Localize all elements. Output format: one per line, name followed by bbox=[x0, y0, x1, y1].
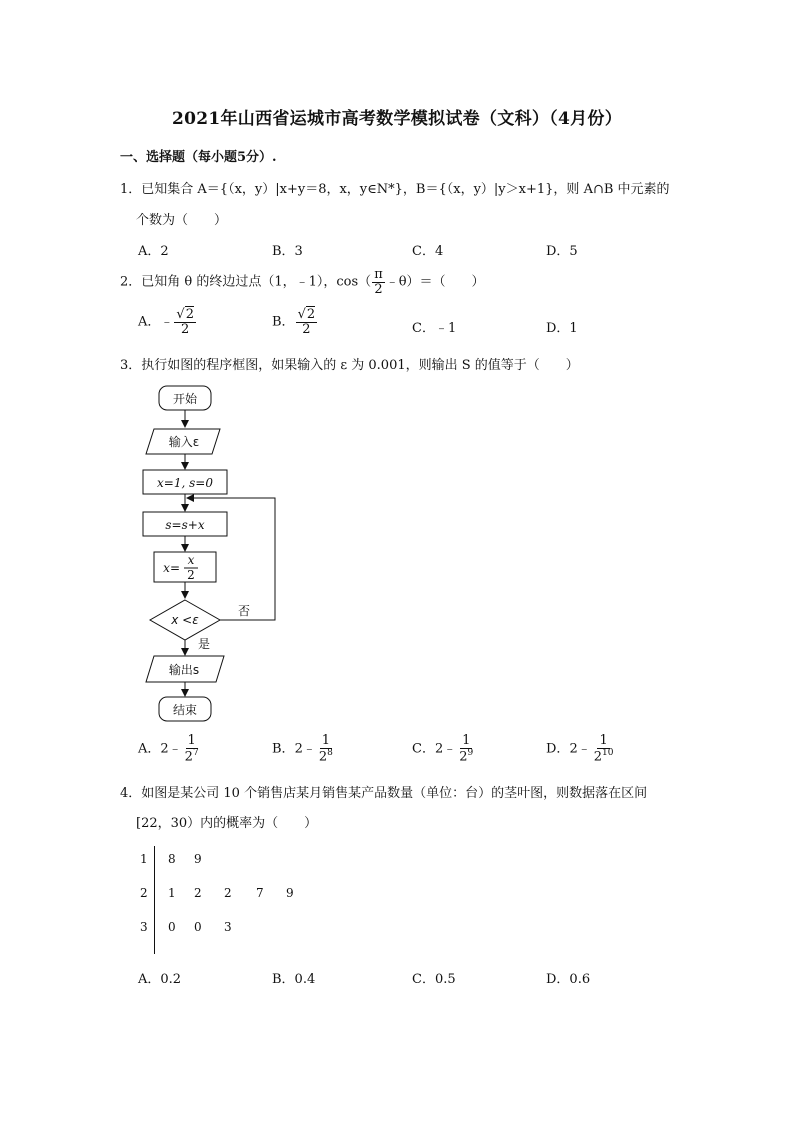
flow-end-label: 结束 bbox=[172, 703, 198, 717]
q2-a-den: 2 bbox=[181, 321, 190, 337]
q2-text-b: ﹣θ）＝（ ） bbox=[385, 274, 485, 290]
q1-option-b[interactable]: B．3 bbox=[272, 244, 303, 259]
stem-divider bbox=[154, 846, 155, 954]
q3-a-label: A． bbox=[138, 741, 161, 757]
q3-c-label: C． bbox=[412, 741, 435, 757]
stem-leaf-plot bbox=[134, 846, 314, 954]
q4-line2: [22，30）内的概率为（ ） bbox=[136, 816, 318, 831]
leaf: 2 bbox=[194, 886, 202, 900]
q3-option-a[interactable] bbox=[138, 734, 202, 764]
q2-pi-over-2 bbox=[372, 268, 385, 296]
flowchart bbox=[140, 384, 300, 730]
q3-a-exp: 7 bbox=[192, 747, 199, 758]
stem-1: 1 bbox=[140, 852, 148, 866]
q1-line1 bbox=[120, 178, 670, 197]
leaf: 9 bbox=[194, 852, 202, 866]
q1-line2: 个数为（ ） bbox=[136, 213, 228, 228]
q3-b-den: 2 bbox=[318, 748, 328, 764]
q3-c-num: 1 bbox=[462, 733, 471, 748]
q2-a-radicand: 2 bbox=[185, 307, 194, 322]
q3-a-den: 2 bbox=[184, 748, 193, 764]
q3-c-den: 2 bbox=[459, 748, 468, 764]
q3-a-frac bbox=[183, 734, 201, 764]
leaf: 9 bbox=[286, 886, 294, 900]
q2-line bbox=[120, 268, 485, 296]
sqrt-icon: √ bbox=[297, 307, 306, 322]
q3-option-b[interactable] bbox=[272, 734, 336, 764]
q3-option-c[interactable] bbox=[412, 734, 476, 764]
q3-d-label: D． bbox=[546, 741, 570, 757]
q2-option-b-label: B． bbox=[272, 314, 295, 330]
flow-init-label: x=1, s=0 bbox=[157, 476, 213, 490]
flow-no-label: 否 bbox=[238, 604, 251, 618]
q3-c-base: 2﹣ bbox=[434, 741, 457, 757]
q2-option-c[interactable]: C．﹣1 bbox=[412, 321, 457, 336]
q2-frac-num: π bbox=[374, 267, 383, 282]
q1-intersection: A∩B 中元素的 bbox=[583, 182, 670, 197]
q1-option-d[interactable]: D．5 bbox=[546, 244, 578, 259]
leaf: 2 bbox=[224, 886, 232, 900]
q2-option-a-frac bbox=[174, 308, 196, 336]
stem-2: 2 bbox=[140, 886, 148, 900]
q1-sets: A＝{（x，y）|x+y＝8，x，y∈N*}，B＝{（x，y）|y＞x+1}，则 bbox=[197, 182, 580, 197]
q2-b-radicand: 2 bbox=[306, 307, 316, 322]
q3-d-base: 2﹣ bbox=[569, 741, 591, 757]
q3-line: 3．执行如图的程序框图，如果输入的 ε 为 0.001，则输出 S 的值等于（ ） bbox=[120, 358, 579, 373]
flow-input-label: 输入ε bbox=[168, 435, 200, 449]
q1-option-a[interactable]: A．2 bbox=[138, 244, 169, 259]
q2-option-b[interactable] bbox=[272, 308, 318, 336]
q1-prefix: 1．已知集合 bbox=[120, 182, 194, 197]
q4-option-b[interactable]: B．0.4 bbox=[272, 972, 316, 987]
flow-step2-lhs: x= bbox=[163, 561, 180, 575]
q2-option-d[interactable]: D．1 bbox=[546, 321, 578, 336]
q3-d-num: 1 bbox=[599, 733, 608, 748]
stem-3: 3 bbox=[140, 920, 148, 934]
q2-b-den: 2 bbox=[302, 321, 311, 337]
q3-a-num: 1 bbox=[187, 733, 196, 748]
q1-option-c[interactable]: C．4 bbox=[412, 244, 444, 259]
q3-b-base: 2﹣ bbox=[294, 741, 316, 757]
flow-step2-den: 2 bbox=[187, 568, 195, 582]
flow-yes-label: 是 bbox=[198, 637, 211, 651]
flow-output-label: 输出s bbox=[168, 663, 200, 677]
q3-c-exp: 9 bbox=[467, 747, 474, 758]
flow-start-label: 开始 bbox=[172, 392, 198, 406]
leaf: 3 bbox=[224, 920, 232, 934]
page-title: 2021年山西省运城市高考数学模拟试卷（文科）（4月份） bbox=[171, 109, 623, 129]
q4-line1: 4．如图是某公司 10 个销售店某月销售某产品数量（单位：台）的茎叶图，则数据落在区间 bbox=[120, 786, 648, 801]
q3-option-d[interactable] bbox=[546, 734, 616, 764]
q2-option-b-frac bbox=[296, 308, 318, 336]
q3-d-den: 2 bbox=[593, 748, 602, 764]
section-heading: 一、选择题（每小题5分）. bbox=[120, 150, 277, 165]
leaf: 8 bbox=[168, 852, 176, 866]
q4-option-d[interactable]: D．0.6 bbox=[546, 972, 591, 987]
flow-step2-num: x bbox=[187, 553, 195, 567]
q4-option-a[interactable]: A．0.2 bbox=[138, 972, 182, 987]
q2-option-a-label: A．﹣ bbox=[138, 314, 174, 330]
leaf: 0 bbox=[194, 920, 202, 934]
q3-d-exp: 10 bbox=[602, 747, 614, 758]
q2-frac-den: 2 bbox=[374, 281, 383, 297]
q3-b-num: 1 bbox=[321, 733, 330, 748]
leaf: 0 bbox=[168, 920, 176, 934]
leaf: 7 bbox=[256, 886, 264, 900]
q3-b-frac bbox=[317, 734, 335, 764]
q3-b-exp: 8 bbox=[327, 747, 333, 758]
q3-d-frac bbox=[592, 734, 616, 764]
q2-text-a: 2．已知角 θ 的终边过点（1，﹣1），cos（ bbox=[120, 274, 372, 290]
sqrt-icon: √ bbox=[176, 307, 185, 322]
q3-c-frac bbox=[457, 734, 475, 764]
flow-decision-label: x <ε bbox=[171, 613, 199, 627]
q3-b-label: B． bbox=[272, 741, 295, 757]
flow-step1-label: s=s+x bbox=[165, 518, 205, 532]
q4-option-c[interactable]: C．0.5 bbox=[412, 972, 456, 987]
q2-option-a[interactable] bbox=[138, 308, 197, 336]
q3-a-base: 2﹣ bbox=[160, 741, 182, 757]
leaf: 1 bbox=[168, 886, 176, 900]
